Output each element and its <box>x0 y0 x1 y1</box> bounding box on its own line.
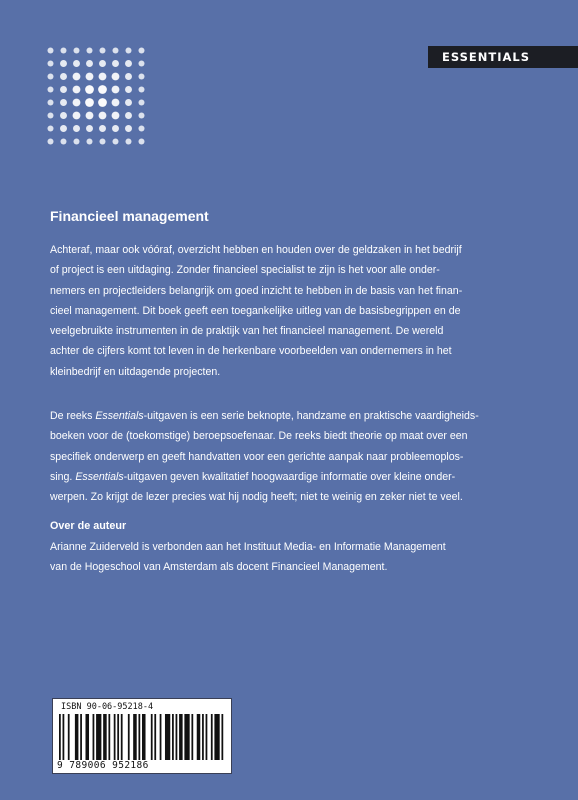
description-line: nemers en projectleiders belangrijk om goed inzicht te hebben in de basis van het finan- <box>50 284 463 297</box>
series-line-suffix: -uitgaven is een serie beknopte, handzame en praktische vaardigheids- <box>143 410 479 422</box>
barcode-bar <box>221 714 223 760</box>
barcode-bar <box>85 714 89 760</box>
barcode-bar <box>63 714 65 760</box>
barcode-bar <box>160 714 162 760</box>
barcode-bar <box>128 714 130 760</box>
logo-dot <box>47 73 53 79</box>
logo-dot <box>86 125 93 132</box>
logo-dot <box>60 60 67 67</box>
barcode-bar <box>191 714 193 760</box>
logo-dot <box>112 73 120 81</box>
series-name: Essentials <box>75 470 124 483</box>
book-title: Financieel management <box>50 208 209 224</box>
logo-dot <box>112 125 119 132</box>
logo-dot <box>73 73 81 81</box>
logo-dot <box>125 125 132 132</box>
barcode-bar <box>80 714 82 760</box>
logo-dot <box>86 73 94 81</box>
barcode-bar <box>202 714 204 760</box>
barcode-bar <box>176 714 178 760</box>
logo-dot <box>73 125 80 132</box>
barcode-bar <box>172 714 174 760</box>
logo-dot <box>47 125 53 131</box>
logo-dot <box>98 98 107 107</box>
logo-dot <box>99 112 107 120</box>
series-name: Essentials <box>95 410 144 422</box>
logo-dot <box>125 60 132 67</box>
logo-dot <box>125 99 132 106</box>
barcode-bar <box>151 714 153 760</box>
logo-dot <box>125 112 132 119</box>
logo-dot <box>86 112 94 120</box>
barcode-bar <box>197 714 201 760</box>
series-logo-dots <box>44 44 154 154</box>
logo-dot <box>125 73 132 80</box>
ean-number: 9 789006 952186 <box>57 760 149 771</box>
barcode-bar <box>184 714 189 760</box>
logo-dot <box>47 112 53 118</box>
series-line-suffix: -uitgaven geven kwalitatief hoogwaardige informatie over kleine onder- <box>123 470 456 483</box>
logo-dot <box>47 47 53 53</box>
logo-dot <box>112 86 120 94</box>
logo-dot <box>86 47 92 53</box>
logo-dot <box>60 99 67 106</box>
barcode-bars <box>59 714 225 760</box>
logo-dot <box>138 47 144 53</box>
logo-dot <box>47 86 53 92</box>
description-line: kleinbedrijf en uitdagende projecten. <box>50 365 221 378</box>
barcode-bar <box>179 714 183 760</box>
logo-dot <box>98 85 107 94</box>
description-line: cieel management. Dit boek geeft een toegankelijke uitleg van de basisbegrippen en de <box>50 304 461 317</box>
barcode-bar <box>214 714 219 760</box>
logo-dot <box>112 99 120 107</box>
logo-dot <box>138 60 144 66</box>
author-bio <box>50 537 490 578</box>
description-line: veelgebruikte instrumenten in de praktijk van het financieel management. De wereld <box>50 325 444 338</box>
barcode-bar <box>206 714 208 760</box>
logo-dot <box>86 60 93 67</box>
logo-dot <box>112 60 119 67</box>
barcode-bar <box>108 714 110 760</box>
series-line: werpen. Zo krijgt de lezer precies wat hij nodig heeft; niet te weinig en zeker niet te veel. <box>50 491 463 504</box>
logo-dot <box>112 138 118 144</box>
logo-dot <box>112 47 118 53</box>
logo-dot <box>138 86 144 92</box>
logo-dot <box>73 86 81 94</box>
barcode-bar <box>154 714 156 760</box>
barcode-bar <box>59 714 61 760</box>
author-line: Arianne Zuiderveld is verbonden aan het Instituut Media- en Informatie Management <box>50 541 446 553</box>
barcode-label <box>52 698 232 774</box>
logo-dot <box>73 138 79 144</box>
logo-dot <box>99 60 106 67</box>
barcode-bar <box>211 714 213 760</box>
logo-dot <box>60 125 67 132</box>
description-paragraph <box>50 240 490 382</box>
logo-dot <box>60 112 67 119</box>
barcode-bar <box>142 714 146 760</box>
author-heading: Over de auteur <box>50 520 127 532</box>
logo-dot <box>85 85 94 94</box>
description-line: achter de cijfers komt tot leven in de herkenbare voorbeelden van ondernemers in het <box>50 345 452 358</box>
logo-dot <box>125 86 132 93</box>
barcode-bar <box>165 714 170 760</box>
logo-dot <box>138 99 144 105</box>
barcode-bar <box>121 714 123 760</box>
logo-dot <box>47 138 53 144</box>
series-line-prefix: De reeks <box>50 410 96 422</box>
logo-dot <box>73 99 81 107</box>
logo-dot <box>60 73 67 80</box>
series-label-tab: ESSENTIALS <box>428 46 578 68</box>
logo-dot <box>86 138 92 144</box>
logo-dot <box>47 60 53 66</box>
logo-dot <box>138 138 144 144</box>
logo-dot <box>99 73 107 81</box>
barcode-bar <box>114 714 116 760</box>
logo-dot <box>125 47 131 53</box>
logo-dot <box>99 138 105 144</box>
barcode-bar <box>133 714 137 760</box>
barcode-bar <box>103 714 107 760</box>
series-line: specifiek onderwerp en geeft handvatten voor een gerichte aanpak naar probleemoplos- <box>50 450 464 463</box>
logo-dot <box>73 60 80 67</box>
description-line: Achteraf, maar ook vóóraf, overzicht hebben en houden over de geldzaken in het bedrijf <box>50 244 462 256</box>
logo-dot <box>99 125 106 132</box>
logo-dot <box>99 47 105 53</box>
series-line: boeken voor de (toekomstige) beroepsoefenaar. De reeks biedt theorie op maat over een <box>50 430 468 443</box>
logo-dot <box>73 47 79 53</box>
series-line-prefix: sing. <box>50 470 76 483</box>
barcode-bar <box>93 714 95 760</box>
isbn-text: ISBN 90-06-95218-4 <box>61 702 154 712</box>
barcode-bar <box>138 714 140 760</box>
logo-dot <box>85 98 94 107</box>
logo-dot <box>138 125 144 131</box>
series-description-paragraph <box>50 406 490 507</box>
author-line: van de Hogeschool van Amsterdam als docent Financieel Management. <box>50 561 388 574</box>
description-line: of project is een uitdaging. Zonder financieel specialist te zijn is het voor alle onder- <box>50 264 440 277</box>
logo-dot <box>73 112 81 120</box>
logo-dot <box>125 138 131 144</box>
logo-dot <box>60 86 67 93</box>
logo-dot <box>112 112 120 120</box>
barcode-bar <box>117 714 119 760</box>
logo-dot <box>60 47 66 53</box>
logo-dot <box>60 138 66 144</box>
barcode-bar <box>68 714 70 760</box>
barcode-bar <box>75 714 79 760</box>
logo-dot <box>47 99 53 105</box>
barcode-bar <box>96 714 101 760</box>
logo-dot <box>138 112 144 118</box>
logo-dot <box>138 73 144 79</box>
